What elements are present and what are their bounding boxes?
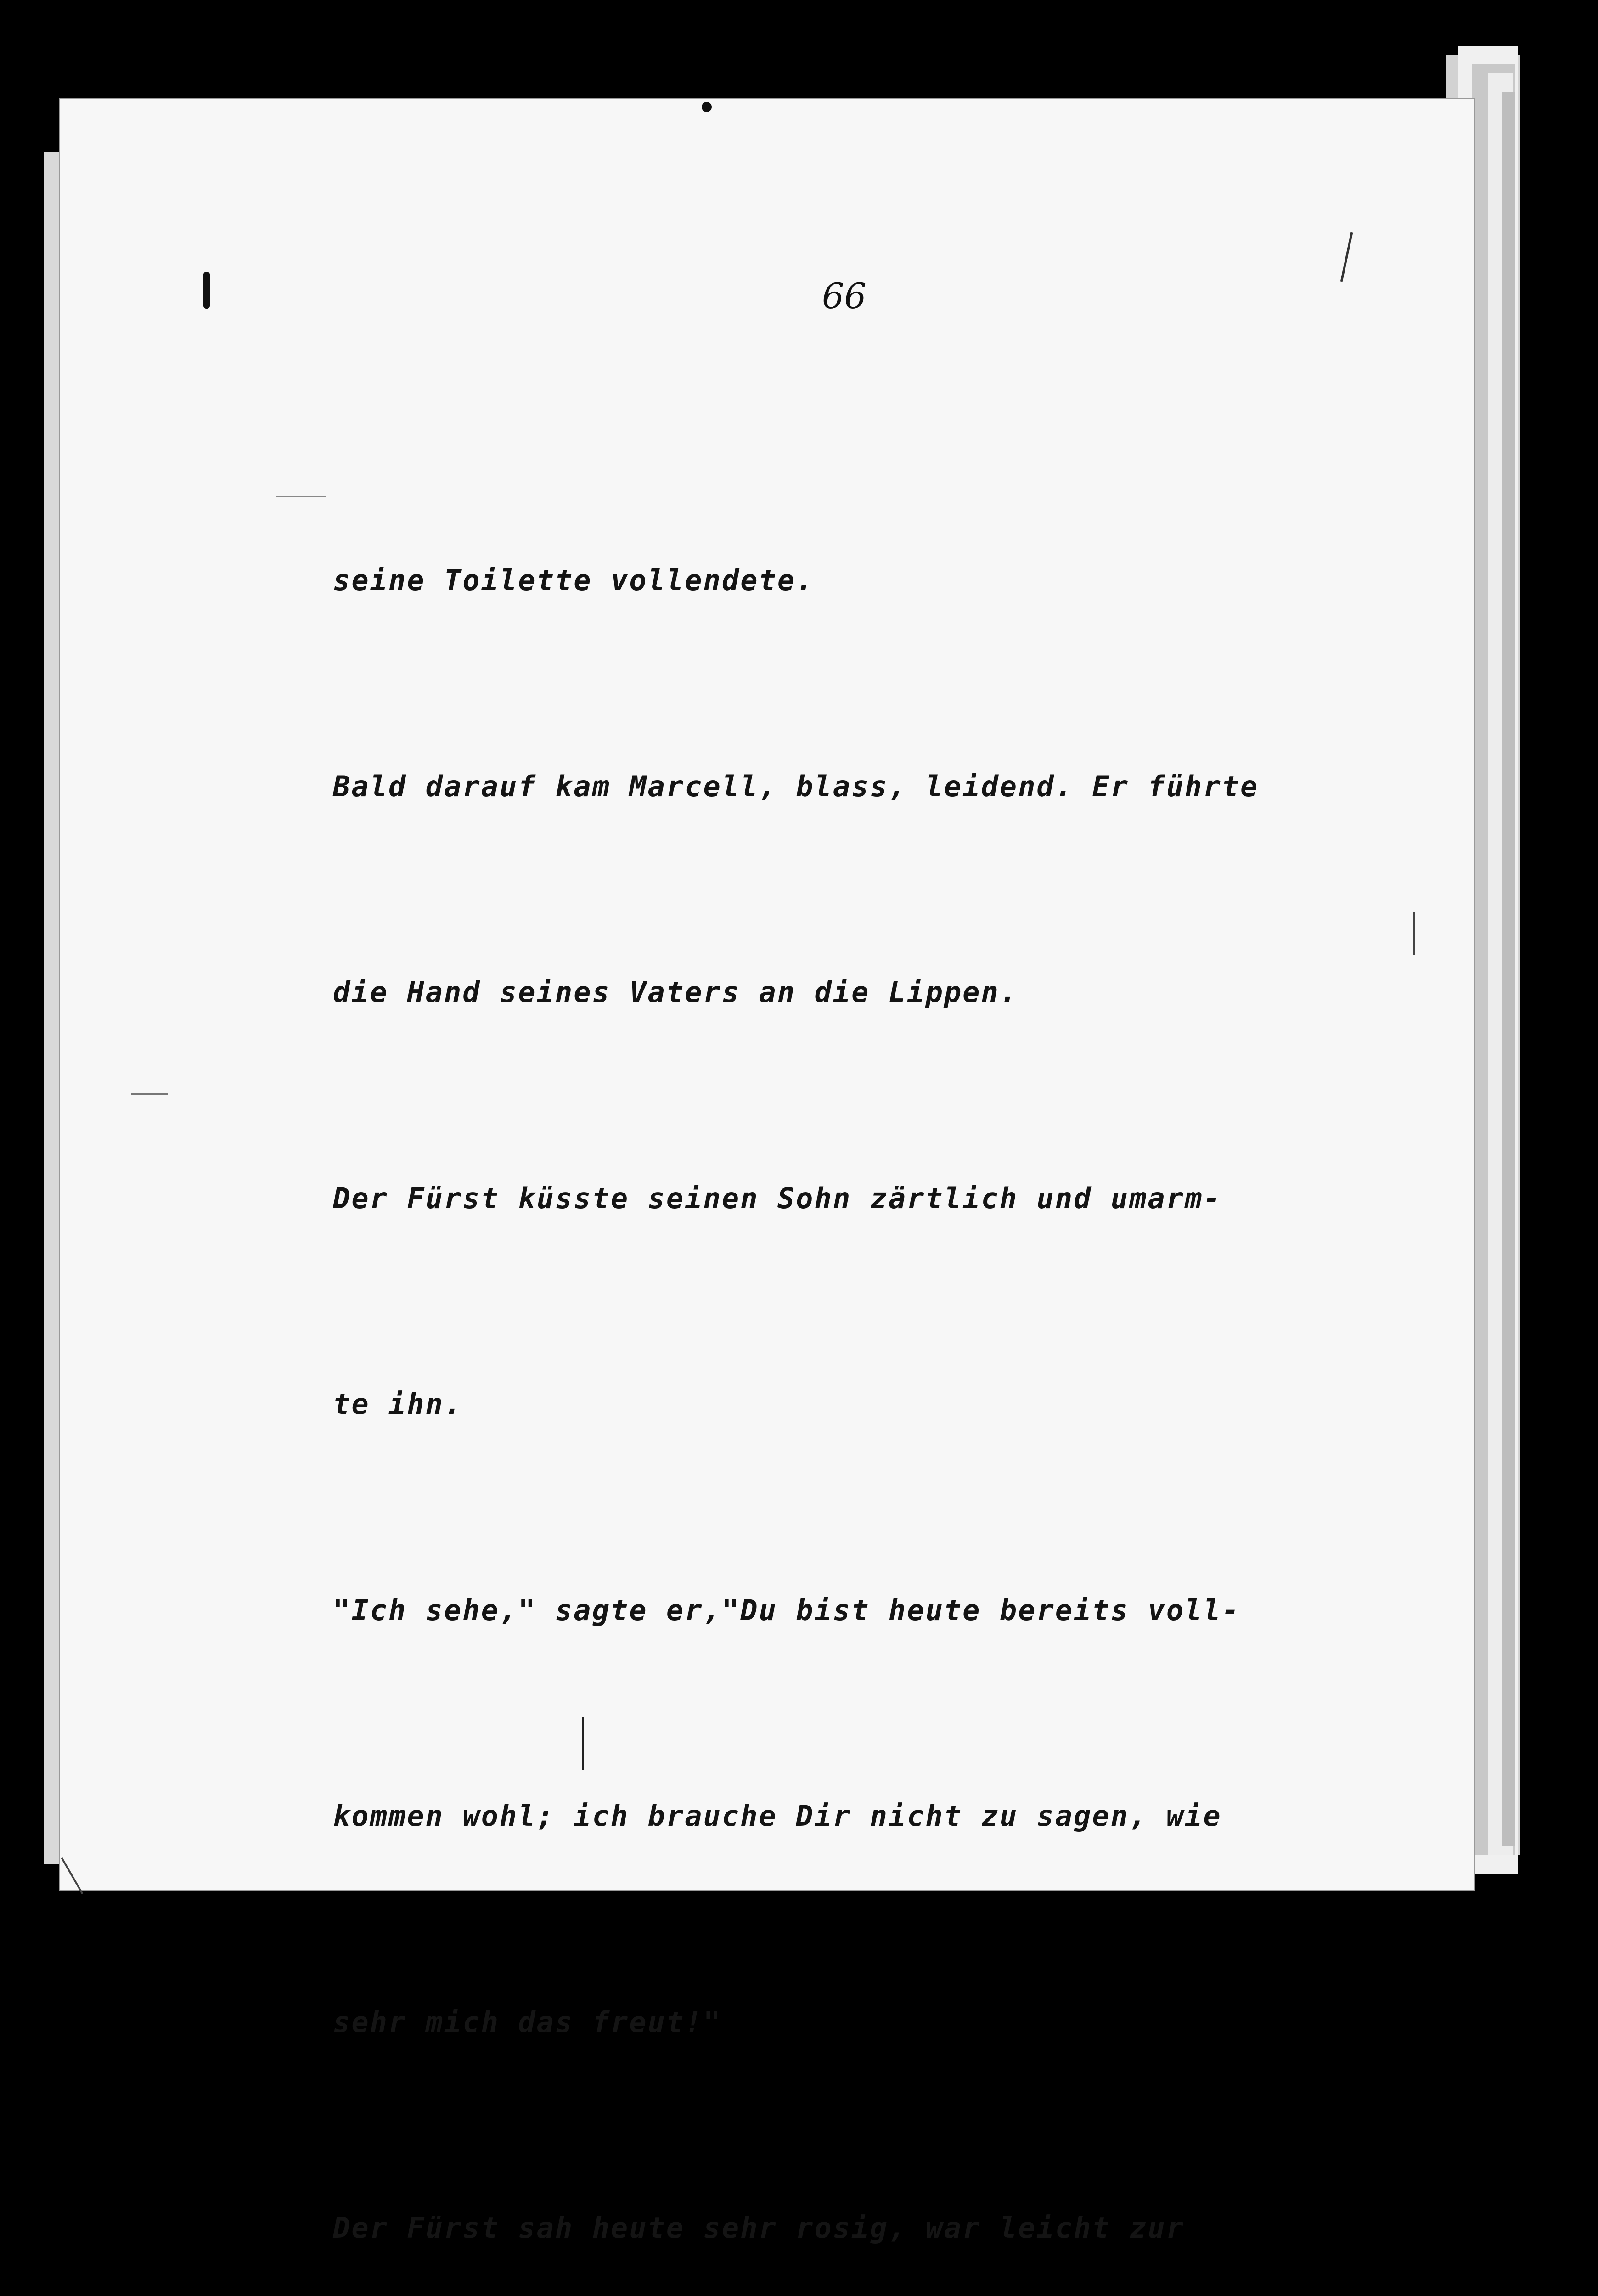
text-line: Der Fürst küsste seinen Sohn zärtlich und umarm- [333, 1181, 1222, 1215]
margin-mark [203, 272, 210, 309]
body-text [333, 409, 1444, 2296]
text-line: te ihn. [333, 1387, 463, 1421]
text-line: seine Toilette vollendete. [333, 563, 815, 597]
margin-dash [276, 496, 326, 497]
ink-dot [702, 102, 712, 112]
text-line: die Hand seines Vaters an die Lippen. [333, 975, 1018, 1009]
text-line: sehr mich das freut!" [333, 2005, 722, 2039]
text-line: "Ich sehe," sagte er,"Du bist heute bereits voll- [333, 1593, 1241, 1627]
text-line: Bald darauf kam Marcell, blass, leidend. Er führte [333, 769, 1259, 803]
stacked-sheet-edge [1502, 92, 1515, 1846]
text-line: Der Fürst sah heute sehr rosig, war leicht zur [333, 2211, 1185, 2245]
text-line: kommen wohl; ich brauche Dir nicht zu sagen, wie [333, 1799, 1222, 1833]
page-number: 66 [822, 276, 867, 316]
margin-dash [131, 1093, 168, 1095]
